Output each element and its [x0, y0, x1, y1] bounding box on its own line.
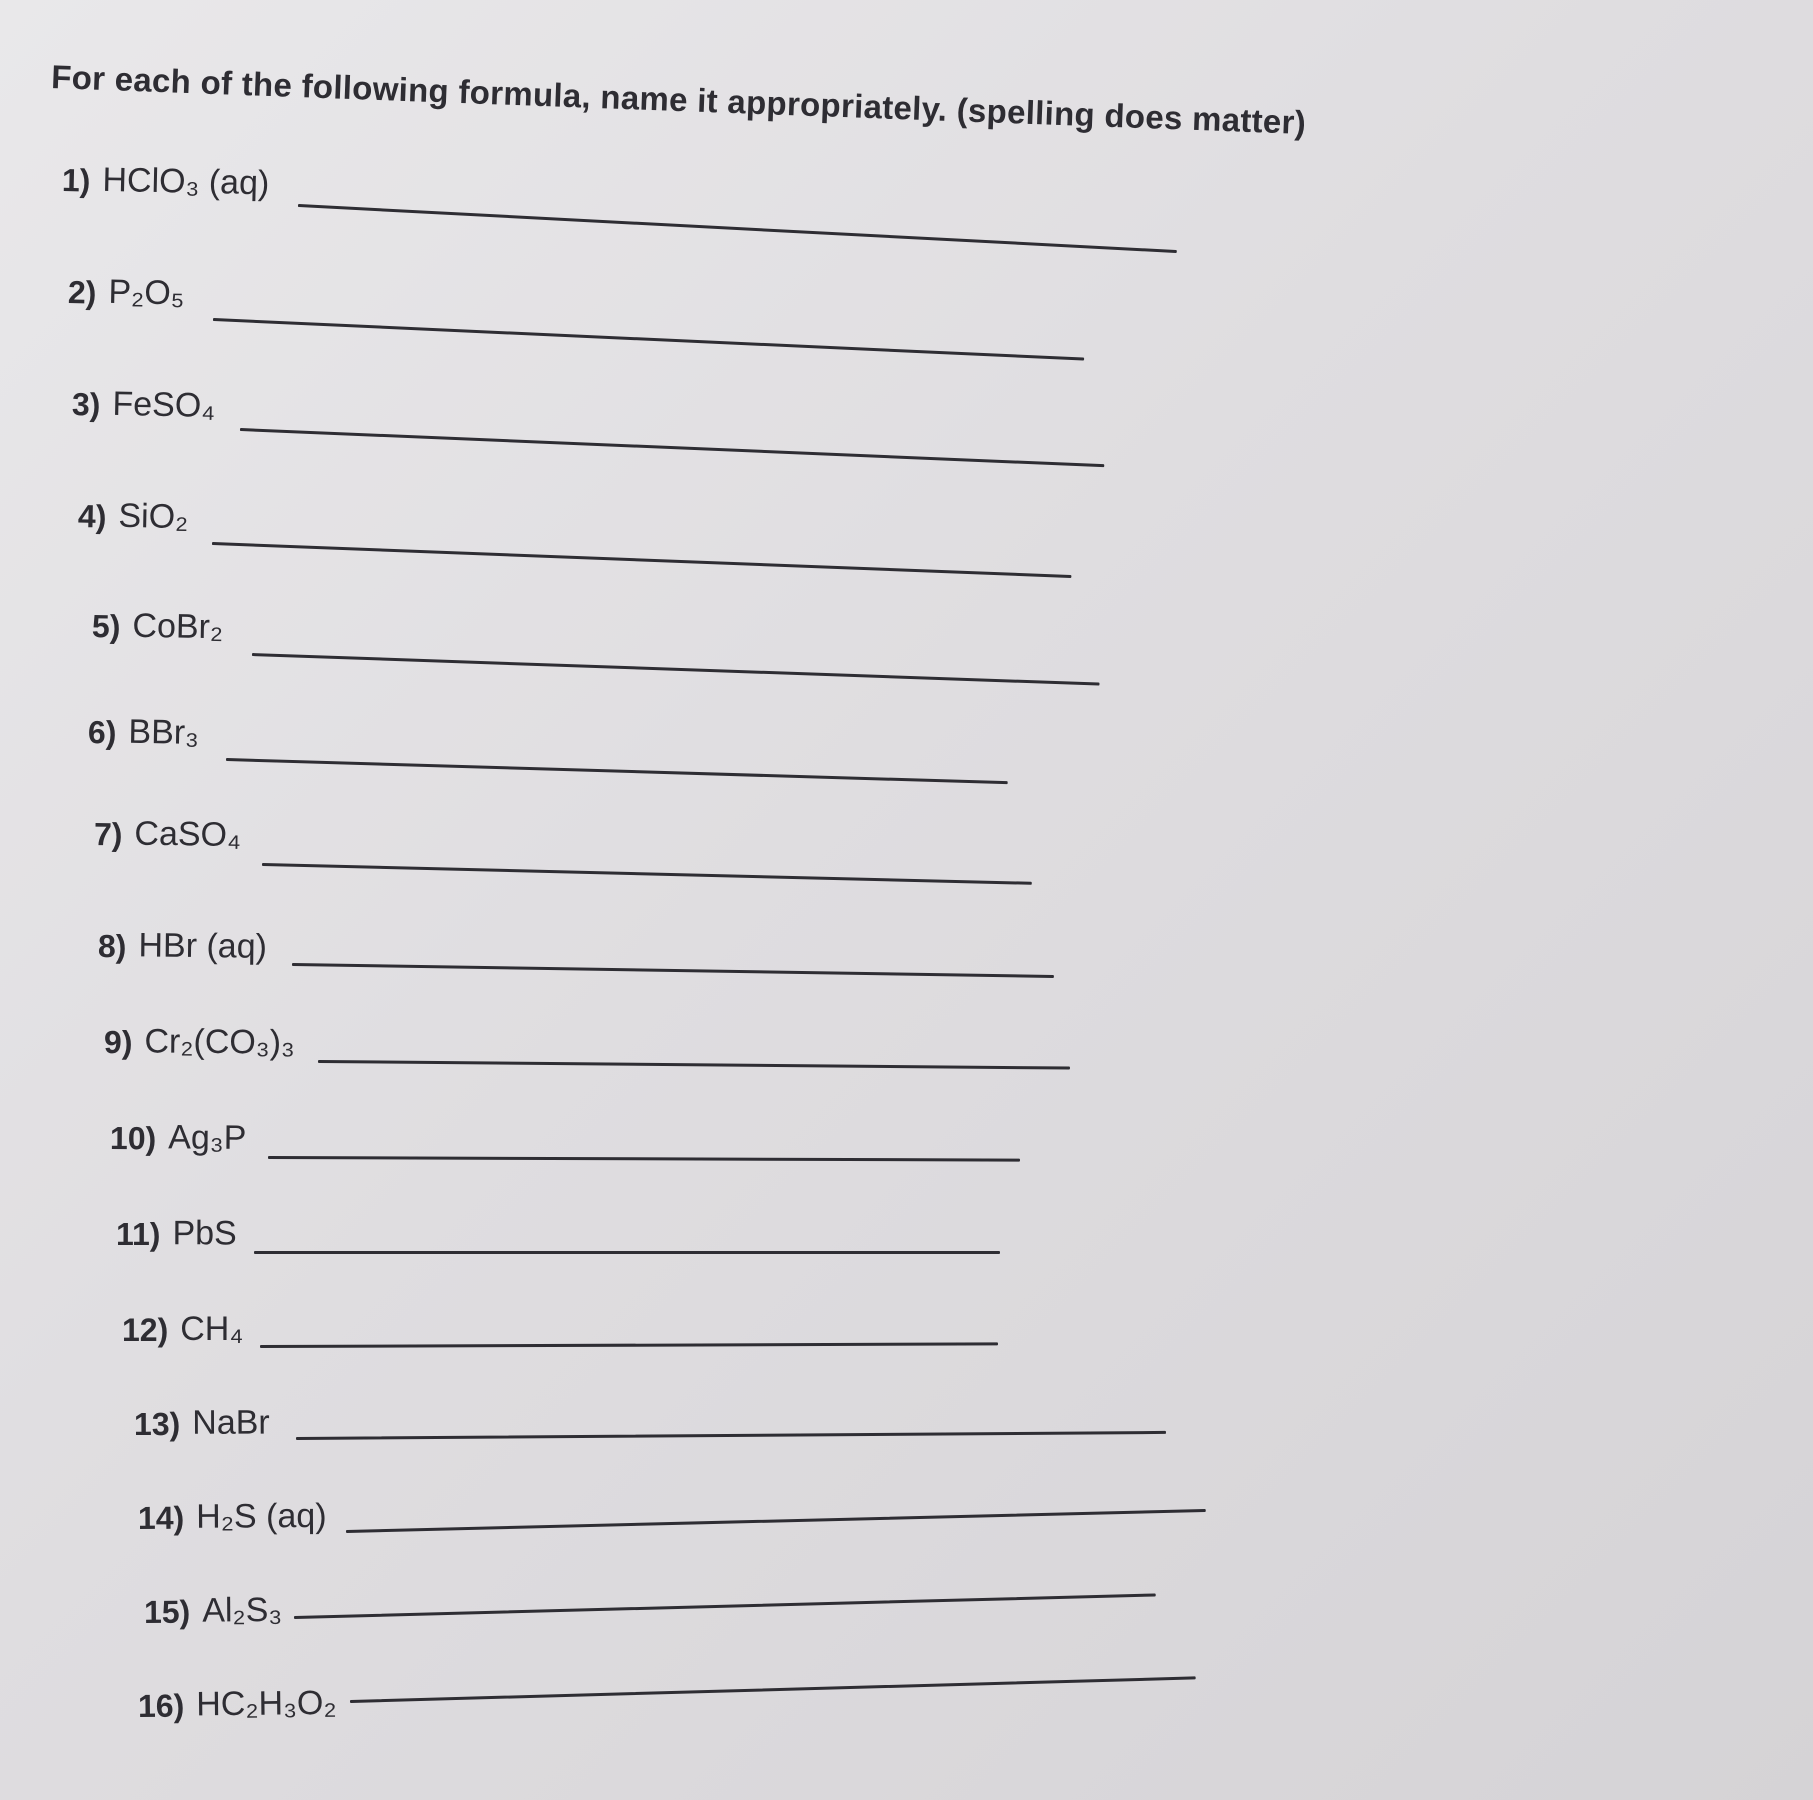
answer-line-1[interactable] [298, 204, 1177, 253]
question-formula: CoBr₂ [132, 606, 224, 647]
worksheet-instructions: For each of the following formula, name it appropriately. (spelling does matter) [50, 58, 1307, 141]
question-number: 10) [109, 1120, 157, 1157]
question-formula: CH₄ [180, 1310, 244, 1348]
question-formula: HBr (aq) [138, 926, 268, 966]
answer-line-8[interactable] [292, 963, 1054, 978]
answer-line-2[interactable] [213, 318, 1084, 361]
answer-line-4[interactable] [212, 542, 1071, 578]
question-formula: HC₂H₃O₂ [196, 1683, 337, 1724]
question-number: 11) [115, 1216, 161, 1253]
question-formula: Cr₂(CO₃)₃ [144, 1022, 296, 1062]
question-formula: HClO₃ (aq) [102, 160, 270, 203]
question-number: 8) [97, 928, 127, 965]
question-number: 5) [91, 608, 121, 645]
answer-line-16[interactable] [350, 1676, 1196, 1703]
question-5 [92, 606, 224, 647]
question-formula: P₂O₅ [108, 272, 185, 313]
question-3 [72, 384, 216, 426]
question-number: 15) [143, 1593, 191, 1630]
question-number: 3) [71, 386, 101, 423]
question-formula: BBr₃ [128, 712, 200, 752]
question-formula: H₂S (aq) [196, 1497, 327, 1536]
question-14 [138, 1497, 327, 1537]
question-11 [116, 1214, 237, 1253]
question-number: 14) [137, 1499, 185, 1536]
question-4 [78, 496, 189, 537]
answer-line-5[interactable] [252, 653, 1100, 686]
question-number: 13) [133, 1405, 181, 1442]
question-number: 4) [77, 498, 107, 535]
question-16 [138, 1684, 337, 1725]
question-number: 6) [87, 714, 117, 751]
question-2 [68, 272, 185, 313]
question-number: 12) [122, 1312, 169, 1348]
answer-line-10[interactable] [268, 1156, 1020, 1162]
question-8 [98, 926, 267, 967]
answer-line-15[interactable] [294, 1593, 1156, 1619]
question-number: 9) [103, 1024, 133, 1061]
question-13 [134, 1404, 270, 1443]
question-9 [104, 1022, 295, 1063]
answer-line-12[interactable] [260, 1342, 998, 1348]
answer-line-7[interactable] [262, 863, 1032, 885]
answer-line-3[interactable] [240, 428, 1104, 467]
question-number: 16) [137, 1687, 185, 1724]
question-formula: NaBr [192, 1403, 270, 1442]
question-number: 7) [93, 816, 123, 853]
question-formula: Ag₃P [168, 1118, 247, 1157]
question-15 [144, 1591, 282, 1631]
answer-line-13[interactable] [296, 1431, 1166, 1440]
answer-line-9[interactable] [318, 1060, 1070, 1070]
question-formula: FeSO₄ [112, 384, 216, 425]
answer-line-11[interactable] [254, 1251, 1000, 1254]
question-10 [110, 1118, 247, 1158]
question-formula: PbS [172, 1214, 237, 1253]
question-7 [94, 814, 241, 855]
question-number: 1) [61, 162, 91, 199]
question-formula: SiO₂ [118, 496, 189, 537]
question-6 [88, 712, 200, 753]
question-formula: CaSO₄ [134, 814, 242, 855]
question-12 [122, 1310, 243, 1349]
answer-line-6[interactable] [226, 758, 1008, 784]
question-formula: Al₂S₃ [202, 1591, 283, 1630]
question-1 [62, 160, 270, 203]
question-number: 2) [67, 274, 97, 311]
answer-line-14[interactable] [346, 1509, 1206, 1533]
